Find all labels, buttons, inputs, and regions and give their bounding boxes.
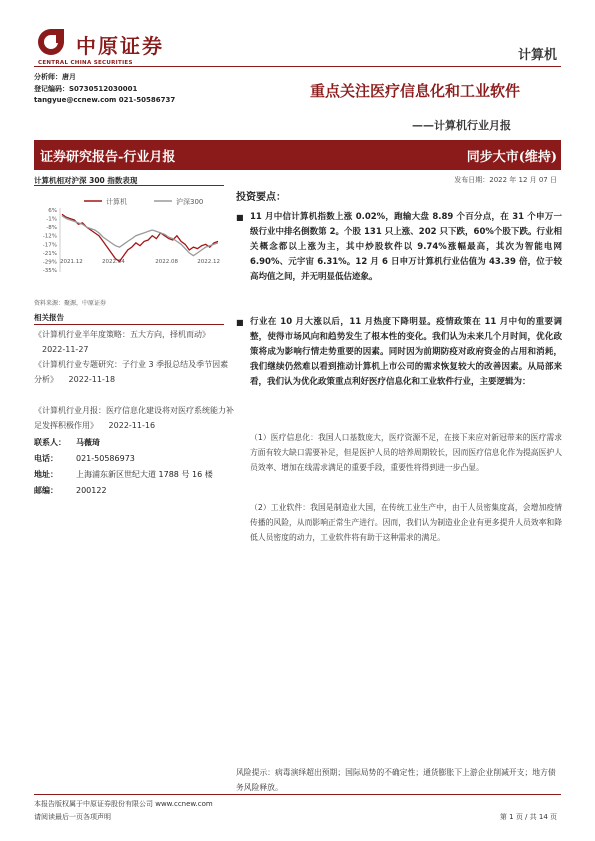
invest-point-1: 11 月中信计算机指数上涨 0.02%，跑输大盘 8.89 个百分点，在 31 个申万一级行业中排名倒数第 2。个股 131 只上涨、202 只下跌，60%个股下跌。行业相关概念都以上涨为主，其中炒股软件以 9.74%涨幅最高，其次为智能电网 6.90%、元宇宙 6.31%。12 月 6 日申万计算机行业估值为 43.39 倍，位于较高均值之间，并无明显低估迹象。 xyxy=(250,212,562,282)
legend-label: 计算机 xyxy=(106,198,127,206)
rating: 同步大市(维持) xyxy=(466,150,557,165)
related-item-title: 《计算机行业专题研究：子行业 3 季报总结及季节因素分析》 xyxy=(34,360,229,384)
industry-label: 计算机 xyxy=(517,48,557,63)
chart-divider xyxy=(34,185,224,186)
invest-point-medical: （1）医疗信息化：我国人口基数庞大，医疗资源不足，在接下来应对新冠带来的医疗需求方面有较大缺口需要补足，但是医护人员的培养周期较长，因而医疗信息化作为提高医护人员效率、增加在线需求满足的重要手段，重要性将得到进一步凸显。 xyxy=(250,433,562,472)
risk-warning: 风险提示：病毒演绎超出预期；国际局势的不确定性；通货膨胀下上游企业削减开支；地方债务风险释放。 xyxy=(236,768,556,792)
bullet-icon: ■ xyxy=(236,213,244,222)
y-tick-label: -8% xyxy=(46,225,57,232)
publish-date: 发布日期：2022 年 12 月 07 日 xyxy=(454,176,557,184)
x-tick-label: 2022.12 xyxy=(197,259,220,265)
y-tick-label: 6% xyxy=(48,208,57,214)
contact-phone: 电话： 021-50586973 xyxy=(34,454,135,463)
analyst-name: 分析师：唐月 xyxy=(34,73,76,81)
company-logo-icon xyxy=(36,27,66,57)
y-tick-label: -17% xyxy=(42,242,57,249)
y-tick-label: -29% xyxy=(42,259,57,266)
y-tick-label: -1% xyxy=(46,216,57,223)
y-tick-label: -21% xyxy=(42,250,57,257)
chart-source: 资料来源：聚源，中原证券 xyxy=(34,300,107,307)
investment-heading: 投资要点： xyxy=(236,192,286,203)
x-tick-label: 2022.08 xyxy=(155,259,179,265)
bullet-icon: ■ xyxy=(236,318,244,327)
related-item-date: 2022-11-16 xyxy=(108,421,156,430)
page-number: 第 1 页 / 共 14 页 xyxy=(499,813,557,821)
footer-divider xyxy=(34,794,561,795)
x-tick-label: 2021.12 xyxy=(60,259,83,265)
related-item[interactable] xyxy=(34,403,234,433)
y-tick-label: -12% xyxy=(42,233,57,240)
performance-chart xyxy=(34,190,224,295)
related-item-date: 2022-11-27 xyxy=(42,345,89,354)
related-item-title: 《计算机行业半年度策略：五大方向，择机而动》 xyxy=(34,330,210,339)
y-tick-label: -35% xyxy=(42,268,57,274)
contact-zip: 邮编： 200122 xyxy=(34,486,107,495)
related-item-title: 《计算机行业月报：医疗信息化建设将对医疗系统能力补足发挥积极作用》 xyxy=(34,406,234,430)
related-divider xyxy=(34,324,224,325)
series-line xyxy=(62,216,218,256)
related-item[interactable] xyxy=(34,357,234,387)
footer-disclaimer: 请阅读最后一页各项声明 xyxy=(34,813,111,821)
related-heading: 相关报告 xyxy=(34,313,64,322)
contact-person: 联系人： 马薇琦 xyxy=(34,438,100,447)
footer-copyright: 本报告版权属于中原证券股份有限公司 www.ccnew.com xyxy=(34,800,213,808)
header-divider xyxy=(34,66,561,67)
logo-text-en: CENTRAL CHINA SECURITIES xyxy=(38,60,133,66)
invest-point-industrial: （2）工业软件：我国是制造业大国，在传统工业生产中，由于人员密集度高，会增加疫情传播的风险，从而影响正常生产进行。因而，我们认为制造业企业有更多提升人员效率和降低人员密度的动力，工业软件将有助于这种需求的满足。 xyxy=(250,503,562,542)
chart-title: 计算机相对沪深 300 指数表现 xyxy=(34,176,138,185)
invest-point-2: 行业在 10 月大涨以后，11 月热度下降明显。疫情政策在 11 月中旬的重要调整，使得市场风向和趋势发生了根本性的变化。我们认为未来几个月时间，优化政策将成为影响行情走势重要的因素。同时因为前期防疫对政府资金的占用和消耗，我们继续仍然难以看到推动计算机上市公司的需求恢复较大的改善因素。从局部来看，我们认为优化政策重点利好医疗信息化和工业软件行业，主要逻辑为： xyxy=(250,317,562,387)
x-tick-label: 2022.04 xyxy=(101,259,125,265)
report-title: 重点关注医疗信息化和工业软件 xyxy=(310,82,521,100)
legend-label: 沪深300 xyxy=(176,198,204,206)
logo-text-cn: 中原证券 xyxy=(76,34,164,58)
report-subtitle: ——计算机行业月报 xyxy=(412,119,511,132)
analyst-contact: tangyue@ccnew.com 021-50586737 xyxy=(34,96,176,104)
analyst-reg: 登记编码：S0730512030001 xyxy=(34,85,138,93)
report-type: 证券研究报告-行业月报 xyxy=(40,150,176,165)
related-item[interactable] xyxy=(34,327,234,357)
contact-address: 地址： 上海浦东新区世纪大道 1788 号 16 楼 xyxy=(34,470,213,479)
related-item-date: 2022-11-18 xyxy=(68,375,116,384)
